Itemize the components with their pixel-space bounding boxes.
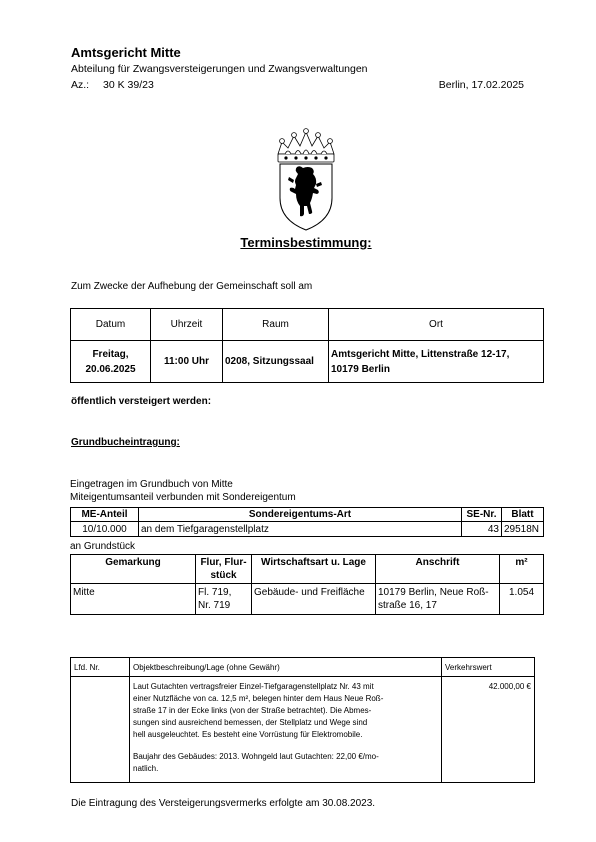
address-line-2: straße 16, 17: [378, 600, 437, 611]
table-row: [71, 522, 544, 537]
header-flur: [196, 555, 252, 584]
description-paragraph-1: [133, 681, 438, 741]
place-line-1: Amtsgericht Mitte, Littenstraße 12-17,: [331, 348, 510, 360]
plot-table: [70, 554, 544, 615]
file-reference: [71, 79, 154, 91]
place-line-2: 10179 Berlin: [331, 363, 390, 375]
header-room: Raum: [223, 309, 329, 341]
wirtschaftsart-value: Gebäude- und Freifläche: [252, 584, 376, 615]
header-description: Objektbeschreibung/Lage (ohne Gewähr): [130, 658, 442, 677]
appointment-date: [71, 341, 151, 383]
appointment-time: 11:00 Uhr: [151, 341, 223, 383]
description-line: hell ausgeleuchtet. Es besteht eine Vorrüstung für Elektromobile.: [133, 730, 363, 739]
page-title: Terminsbestimmung:: [240, 235, 372, 250]
sheet-value: 29518N: [502, 522, 544, 537]
date-line-2: 20.06.2025: [85, 363, 136, 375]
header-place: Ort: [329, 309, 544, 341]
date-line-1: Freitag,: [92, 348, 129, 360]
header-ownership-type: Sondereigentums-Art: [139, 508, 462, 522]
registered-in: Eingetragen im Grundbuch von Mitte: [70, 479, 233, 490]
address-value: [376, 584, 500, 615]
court-name: Amtsgericht Mitte: [71, 45, 181, 60]
place-date: Berlin, 17.02.2025: [438, 79, 524, 91]
header-market-value: Verkehrswert: [442, 658, 535, 677]
plot-label: an Grundstück: [70, 541, 136, 552]
intro-text: Zum Zwecke der Aufhebung der Gemeinschaft soll am: [71, 281, 313, 292]
flur-value: [196, 584, 252, 615]
gemarkung-value: Mitte: [71, 584, 196, 615]
address-line-1: 10179 Berlin, Neue Roß-: [378, 587, 489, 598]
header-date: Datum: [71, 309, 151, 341]
description-line: natlich.: [133, 764, 159, 773]
description-line: sungen sind ausreichend bemessen, der Stellplatz und Wege sind: [133, 718, 368, 727]
appointment-table: [70, 308, 544, 383]
object-table: [70, 657, 535, 783]
az-value: 30 K 39/23: [103, 79, 154, 91]
header-flur-line-1: Flur, Flur-: [200, 557, 247, 568]
table-row: [71, 677, 535, 783]
market-value: 42.000,00 €: [442, 677, 535, 783]
header-time: Uhrzeit: [151, 309, 223, 341]
description-line: Laut Gutachten vertragsfreier Einzel-Tiefgaragenstellplatz Nr. 43 mit: [133, 682, 374, 691]
auction-text: öffentlich versteigert werden:: [71, 396, 212, 407]
se-nr-value: 43: [462, 522, 502, 537]
final-note: Die Eintragung des Versteigerungsvermerks erfolgte am 30.08.2023.: [71, 798, 376, 809]
header-share: ME-Anteil: [71, 508, 139, 522]
description-paragraph-2: [133, 751, 438, 775]
ownership-type-value: an dem Tiefgaragenstellplatz: [139, 522, 462, 537]
flur-line-1: Fl. 719,: [198, 587, 232, 598]
az-label: Az.:: [71, 79, 90, 91]
share-table: [70, 507, 544, 537]
header-flur-line-2: stück: [210, 570, 237, 581]
description-line: Baujahr des Gebäudes: 2013. Wohngeld laut Gutachten: 22,00 €/mo-: [133, 752, 379, 761]
appointment-room: 0208, Sitzungssaal: [223, 341, 329, 383]
area-value: 1.054: [500, 584, 544, 615]
header-number: Lfd. Nr.: [71, 658, 130, 677]
table-row: [71, 584, 544, 615]
header-wirtschaftsart: Wirtschaftsart u. Lage: [252, 555, 376, 584]
object-description: [130, 677, 442, 783]
appointment-place: [329, 341, 544, 383]
description-line: straße 17 in der Ecke links (von der Straße betrachtet). Die Abmes-: [133, 706, 372, 715]
number-value: [71, 677, 130, 783]
header-sheet: Blatt: [502, 508, 544, 522]
share-value: 10/10.000: [71, 522, 139, 537]
description-line: einer Nutzfläche von ca. 12,5 m², belegen hinter dem Haus Neue Roß-: [133, 694, 384, 703]
header-area: m²: [500, 555, 544, 584]
flur-line-2: Nr. 719: [198, 600, 231, 611]
berlin-coat-of-arms-icon: [272, 128, 340, 234]
header-se-nr: SE-Nr.: [462, 508, 502, 522]
header-address: Anschrift: [376, 555, 500, 584]
department: Abteilung für Zwangsversteigerungen und Zwangsverwaltungen: [71, 63, 368, 75]
co-ownership-label: Miteigentumsanteil verbunden mit Sondereigentum: [70, 492, 296, 503]
header-gemarkung: Gemarkung: [71, 555, 196, 584]
land-register-heading: Grundbucheintragung:: [71, 437, 180, 448]
